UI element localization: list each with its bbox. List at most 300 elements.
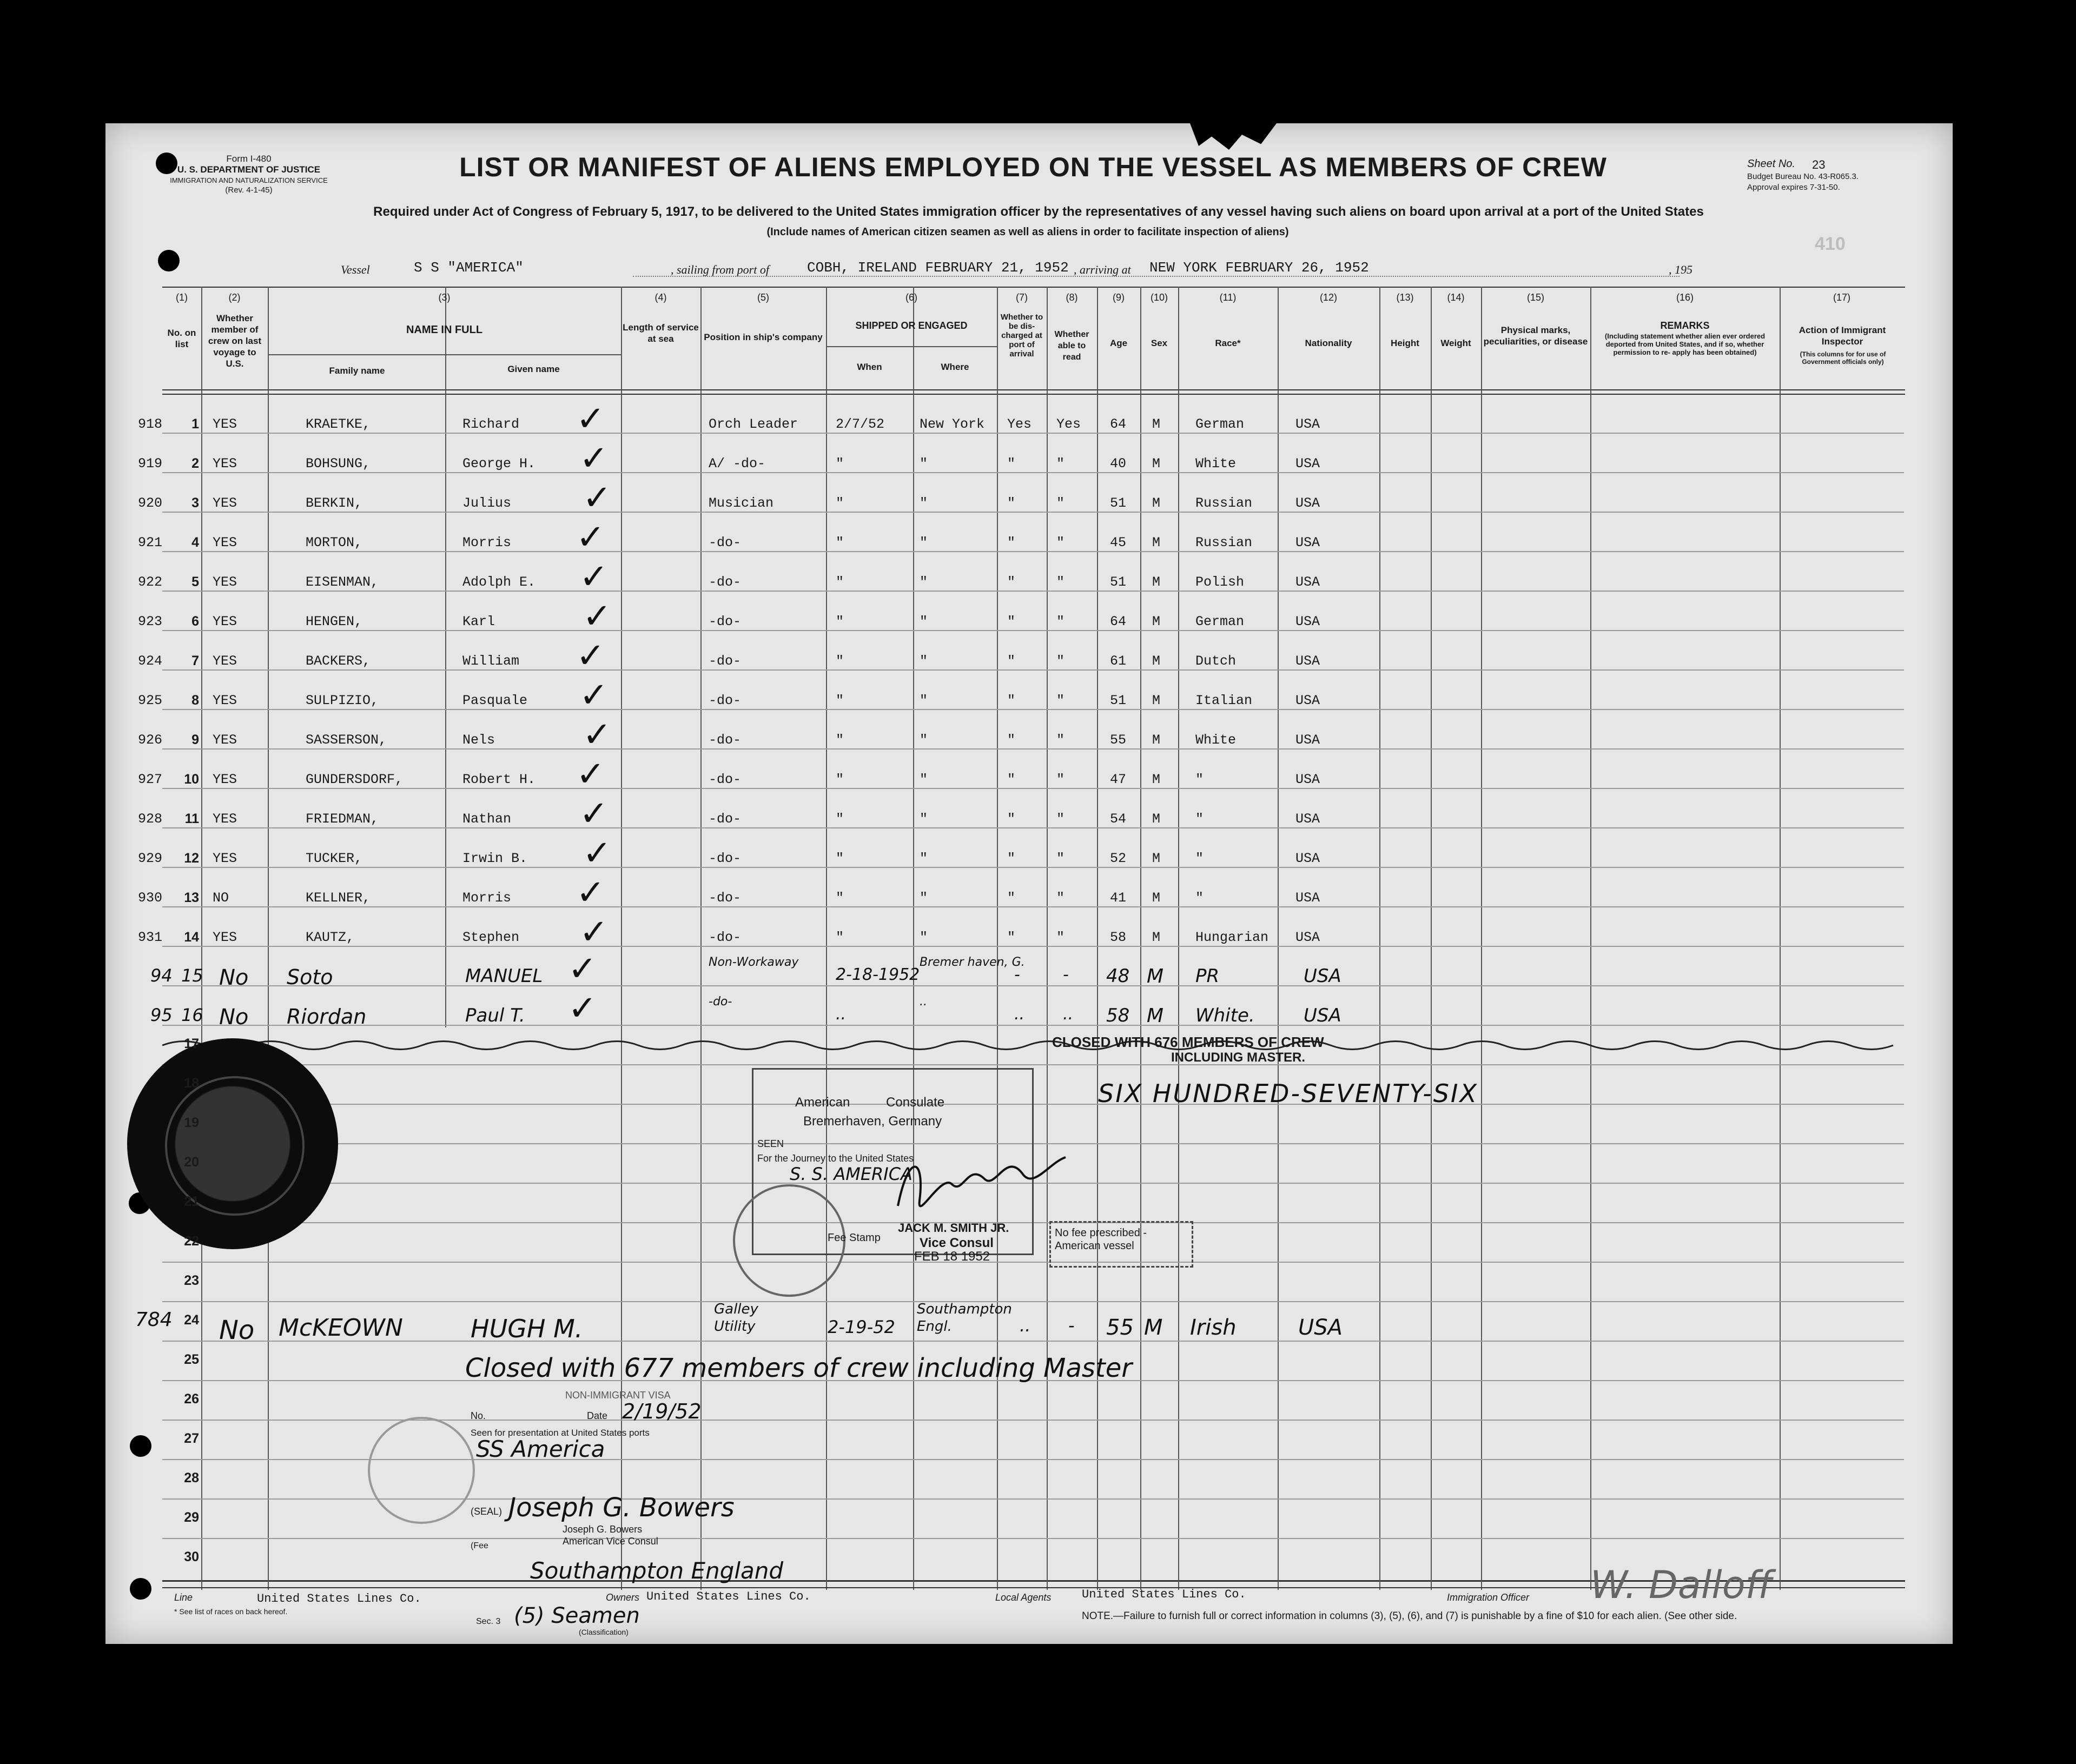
row-nationality: USA [1295,811,1320,827]
row-race: Russian [1195,535,1253,551]
row-when: " [836,574,844,590]
row-family: KRAETKE, [306,416,371,432]
col-divider [1178,287,1179,1590]
vice-consul-signature [887,1141,1071,1228]
row-age: 47 [1110,772,1127,787]
hand-row-family: Riordan [287,1005,367,1029]
col-divider [826,287,827,1590]
row-discharged: " [1007,772,1016,787]
row-rule [162,709,1904,710]
row-where: " [920,614,928,629]
row-age: 61 [1110,653,1127,669]
row-given: Morris [462,890,512,906]
visa-class-hand: (5) Seamen [514,1603,640,1628]
row-where: New York [920,416,985,432]
row-discharged: " [1007,851,1016,866]
checkmark-icon: ✓ [576,755,605,793]
col-num: (12) [1319,292,1337,303]
row-nationality: USA [1295,930,1320,945]
no-fee-text: No fee prescribed - American vessel [1055,1227,1147,1252]
row-member: YES [213,574,237,590]
row-rule [162,867,1904,868]
visa-fee-label: (Fee [471,1541,488,1550]
row-position: -do- [709,653,742,669]
row24-when: 2-19-52 [828,1317,895,1337]
row-read: " [1056,811,1065,827]
header-name-in-full: NAME IN FULL [406,324,483,336]
visa-location: Southampton England [530,1557,784,1584]
row-sex: M [1152,535,1161,551]
header-physical: Physical marks, peculiarities, or disease [1483,325,1588,347]
row-position: Orch Leader [709,416,798,432]
row-read: " [1056,851,1065,866]
closed-typed: CLOSED WITH 676 MEMBERS OF CREW [1052,1034,1324,1050]
row-race: White [1195,456,1237,472]
header-race: Race* [1215,338,1241,348]
visa-seal-label: (SEAL) [471,1506,503,1517]
row-race: " [1195,811,1204,827]
row-when: " [836,890,844,906]
document-subtitle-note: (Include names of American citizen seamen as well as aliens in order to facilitate inspection of aliens) [766,226,1289,238]
header-age: Age [1109,338,1128,348]
row-family: BACKERS, [306,653,371,669]
checkmark-icon: ✓ [583,715,612,754]
row-ref: 930 [138,890,163,906]
hand-row-no: 15 [181,965,203,986]
document-subtitle: Required under Act of Congress of February 5, 1917, to be delivered to the United States immigration officer by the representatives of any vessel having such aliens on board upon arrival at a port of the United States [373,204,1704,219]
row24-family: McKEOWN [279,1314,403,1342]
header-position: Position in ship's company [704,332,823,342]
row-number: 19 [184,1115,199,1130]
row-discharged: " [1007,653,1016,669]
col-divider [201,287,202,1590]
row-family: EISENMAN, [306,574,379,590]
visa-title: NON-IMMIGRANT VISA [565,1390,671,1401]
row-member: YES [213,930,237,945]
row24-member: No [219,1315,255,1345]
form-number: Form I-480 [226,154,272,164]
row-nationality: USA [1295,890,1320,906]
row-read: " [1056,495,1065,511]
header-family-name: Family name [329,366,385,376]
row-ref: 918 [138,416,163,432]
checkmark-icon: ✓ [568,989,597,1027]
row-no: 11 [184,811,199,826]
row-where: " [920,693,928,708]
row-rule [162,433,1904,434]
officer-label: Immigration Officer [1447,1592,1530,1603]
row-family: KAUTZ, [306,930,355,945]
row-ref: 922 [138,574,163,590]
row-age: 51 [1110,693,1127,708]
row-position: -do- [709,811,742,827]
row-rule [162,1262,1904,1263]
row-member: YES [213,772,237,787]
visa-section: Sec. 3 [476,1617,501,1626]
hand-row-sex: M [1147,1005,1164,1027]
row-discharged: " [1007,693,1016,708]
row-sex: M [1152,614,1161,629]
checkmark-icon: ✓ [579,676,609,714]
row-given: Nels [462,732,495,748]
row-where: " [920,851,928,866]
row-where: " [920,574,928,590]
footer-note: NOTE.—Failure to furnish full or correct information in columns (3), (5), (6), and (7) is punishable by a fine of $10 for each alien. (See other side. [1082,1610,1737,1622]
row-number: 17 [184,1036,199,1051]
row-no: 10 [184,772,199,787]
row-ref: 928 [138,811,163,827]
sailing-label: , sailing from port of [671,263,769,276]
row-discharged: " [1007,890,1016,906]
row-when: " [836,732,844,748]
hand-row-ref: 95 [150,1005,173,1025]
row-race: " [1195,851,1204,866]
punch-hole [130,1435,151,1457]
table-top-rule [162,287,1905,288]
row-age: 64 [1110,416,1127,432]
row-when: " [836,930,844,945]
visa-signature: Joseph G. Bowers [508,1493,735,1523]
col-divider [1278,287,1279,1590]
hand-row-where: .. [920,995,927,1009]
row-given: Julius [462,495,512,511]
checkmark-icon: ✓ [583,597,612,635]
row-member: YES [213,456,237,472]
row-nationality: USA [1295,456,1320,472]
row-race: " [1195,772,1204,787]
header-double-rule [162,389,1905,395]
col-num: (11) [1219,292,1237,303]
row-family: HENGEN, [306,614,363,629]
row-discharged: " [1007,574,1016,590]
row-sex: M [1152,772,1161,787]
row-no: 9 [191,732,199,747]
consulate-journey: For the Journey to the United States [757,1153,914,1164]
row-sex: M [1152,811,1161,827]
row-rule [162,906,1904,907]
row-member: YES [213,653,237,669]
checkmark-icon: ✓ [576,400,605,438]
row24-sex: M [1144,1315,1163,1340]
row-member: YES [213,535,237,551]
row-race: " [1195,890,1204,906]
row-where: " [920,772,928,787]
header-action: Action of Immigrant Inspector [1799,325,1886,347]
row-member: YES [213,851,237,866]
row-when: " [836,693,844,708]
row-given: Morris [462,535,512,551]
row-read: " [1056,456,1065,472]
visa-vessel: SS America [476,1436,605,1462]
hand-row-race: PR [1195,965,1220,987]
col-divider [1047,287,1048,1590]
row-when: " [836,456,844,472]
line-label: Line [174,1592,193,1603]
checkmark-icon: ✓ [576,873,605,912]
row-no: 7 [191,653,199,668]
row-position: -do- [709,772,742,787]
row-where: " [920,535,928,551]
hand-row-sex: M [1147,965,1164,987]
row-race: Hungarian [1195,930,1269,945]
row-position: -do- [709,535,742,551]
row-number: 20 [184,1155,199,1170]
row-no: 6 [191,614,199,629]
col-divider [1431,287,1432,1590]
fee-stamp: Fee Stamp [828,1232,881,1244]
col-num: (3) [438,292,451,303]
row-read: " [1056,732,1065,748]
checkmark-icon: ✓ [583,479,612,517]
agency-service: IMMIGRATION AND NATURALIZATION SERVICE [170,176,328,184]
agency-name: U. S. DEPARTMENT OF JUSTICE [177,164,321,175]
row-rule [162,1064,1904,1065]
row-discharged: " [1007,732,1016,748]
row-age: 52 [1110,851,1127,866]
hand-row-age: 48 [1106,965,1130,987]
row24-ref: 784 [135,1309,173,1331]
row-member: YES [213,495,237,511]
hand-row-given: MANUEL [465,965,543,987]
form-revision: (Rev. 4-1-45) [225,185,273,195]
row-family: GUNDERSDORF, [306,772,404,787]
row-sex: M [1152,930,1161,945]
row-number: 24 [184,1312,199,1328]
approval-expires: Approval expires 7-31-50. [1747,183,1840,192]
vice-consul-title: Vice Consul [920,1236,994,1250]
row-member: YES [213,416,237,432]
row-family: FRIEDMAN, [306,811,379,827]
row-read: " [1056,614,1065,629]
hand-row-when: .. [836,1005,847,1024]
row-rule [162,1341,1904,1342]
row-position: -do- [709,693,742,708]
row-rule [162,748,1904,750]
row-rule [162,512,1904,513]
row-no: 4 [191,535,199,550]
col-num: (16) [1676,292,1694,303]
checkmark-icon: ✓ [579,439,609,478]
row-given: Robert H. [462,772,536,787]
checkmark-icon: ✓ [583,834,612,872]
hand-row-discharged: - [1014,965,1020,984]
row-rule [162,1301,1904,1302]
row-given: George H. [462,456,536,472]
row-given: Stephen [462,930,520,945]
row-ref: 921 [138,535,163,551]
row-family: MORTON, [306,535,363,551]
row-when: " [836,495,844,511]
row-position: -do- [709,614,742,629]
row-nationality: USA [1295,416,1320,432]
hand-row-ref: 94 [150,965,173,986]
row-age: 55 [1110,732,1127,748]
row-nationality: USA [1295,772,1320,787]
col-divider [1379,287,1380,1590]
header-able-read: Whether able to read [1054,330,1089,362]
header-nationality: Nationality [1305,338,1352,348]
vice-consul-name: JACK M. SMITH JR. [898,1221,1009,1235]
row-discharged: " [1007,495,1016,511]
row-no: 13 [184,890,199,905]
row-member: YES [213,693,237,708]
page-stamp-number: 410 [1815,234,1846,254]
row-where: " [920,890,928,906]
consulate-seen: SEEN [757,1138,784,1149]
row-given: Karl [462,614,495,629]
col-divider [1481,287,1482,1590]
arriving-port: NEW YORK FEBRUARY 26, 1952 [1149,260,1369,276]
hand-row-where: Bremer haven, G. [920,956,1025,969]
row-rule [162,946,1904,947]
hand-row-read: - [1063,965,1069,984]
checkmark-icon: ✓ [579,794,609,833]
hand-row-no: 16 [181,1005,203,1025]
row-when: 2/7/52 [836,416,885,432]
visa-classification: (Classification) [579,1628,629,1636]
row-race: Russian [1195,495,1253,511]
visa-no-label: No. [471,1410,486,1421]
sheet-label: Sheet No. [1747,158,1795,170]
row24-read: - [1068,1315,1075,1336]
row-nationality: USA [1295,535,1320,551]
row-sex: M [1152,890,1161,906]
row-age: 64 [1110,614,1127,629]
checkmark-icon: ✓ [576,518,605,556]
agents-value: United States Lines Co. [1082,1588,1246,1601]
col-num: (10) [1150,292,1168,303]
sailing-port: COBH, IRELAND FEBRUARY 21, 1952 [807,260,1069,276]
hand-row-read: .. [1063,1005,1074,1024]
row-race: Italian [1195,693,1253,708]
checkmark-icon: ✓ [568,950,597,988]
row-when: " [836,653,844,669]
row-number: 25 [184,1352,199,1367]
row-rule [162,985,1904,986]
row-nationality: USA [1295,653,1320,669]
hand-row-nationality: USA [1304,965,1341,987]
consulate-vessel: S. S. AMERICA [790,1164,913,1184]
line-value: United States Lines Co. [257,1592,421,1606]
header-discharged: Whether to be dis- charged at port of arrival [1000,313,1043,359]
row-where: " [920,732,928,748]
checkmark-icon: ✓ [579,913,609,951]
row-age: 51 [1110,495,1127,511]
row-no: 14 [184,930,199,945]
wavy-closing-line [162,1037,1904,1053]
header-weight: Weight [1440,338,1471,348]
row-sex: M [1152,456,1161,472]
shipped-divider [826,346,997,347]
budget-bureau: Budget Bureau No. 43-R065.3. [1747,172,1859,181]
row-number: 26 [184,1391,199,1407]
col-num: (6) [905,292,917,303]
row-discharged: Yes [1007,416,1032,432]
row-age: 54 [1110,811,1127,827]
row-position: A/ -do- [709,456,766,472]
visa-seen: Seen for presentation at United States ports [471,1428,650,1438]
row-given: William [462,653,520,669]
row-rule [162,591,1904,592]
row-read: " [1056,772,1065,787]
row-rule [162,630,1904,631]
header-action-note: (This columns for for use of Government officials only) [1800,350,1886,366]
row-sex: M [1152,732,1161,748]
col-divider [700,287,702,1590]
row-race: White [1195,732,1237,748]
header-remarks-note: (Including statement whether alien ever ordered deported from United States, and if so, whether permission to re- apply has been obtained) [1604,332,1766,356]
row-given: Adolph E. [462,574,536,590]
row-ref: 929 [138,851,163,866]
row-discharged: " [1007,614,1016,629]
row-number: 22 [184,1234,199,1249]
row-when: " [836,614,844,629]
row-discharged: " [1007,535,1016,551]
row-read: " [1056,535,1065,551]
row-when: " [836,772,844,787]
hand-row-when: 2-18-1952 [836,965,920,984]
punch-hole [158,250,180,271]
col-num: (2) [228,292,241,303]
row-sex: M [1152,851,1161,866]
row24-discharged: .. [1020,1315,1031,1336]
header-where: Where [941,362,969,372]
row-read: " [1056,693,1065,708]
closed-handwritten: SIX HUNDRED-SEVENTY-SIX [1098,1079,1478,1108]
checkmark-icon: ✓ [576,636,605,675]
row-race: German [1195,614,1245,629]
row-race: Dutch [1195,653,1237,669]
visa-round-seal [368,1417,475,1524]
row-ref: 923 [138,614,163,629]
row-read: " [1056,890,1065,906]
header-no-on-list: No. on list [167,328,196,349]
row-given: Irwin B. [462,851,528,866]
row-number: 27 [184,1431,199,1446]
checkmark-icon: ✓ [579,558,609,596]
row-sex: M [1152,693,1161,708]
consulate-line1: American Consulate [795,1095,945,1110]
row-position: -do- [709,930,742,945]
consulate-date: FEB 18 1952 [914,1249,990,1264]
row-family: TUCKER, [306,851,363,866]
agents-label: Local Agents [995,1592,1052,1603]
row-discharged: " [1007,456,1016,472]
row-number: 18 [184,1076,199,1091]
row-ref: 919 [138,456,163,472]
row-rule [162,551,1904,552]
row-rule [162,472,1904,473]
row-family: SASSERSON, [306,732,387,748]
closed-typed-master: INCLUDING MASTER. [1171,1050,1305,1065]
row-when: " [836,851,844,866]
row-position: -do- [709,574,742,590]
col-num: (4) [654,292,667,303]
col-num: (14) [1447,292,1465,303]
col-num: (13) [1396,292,1414,303]
hand-row-position: -do- [709,995,732,1009]
col-divider [997,287,998,1590]
header-length-service: Length of service at sea [623,322,699,344]
row-no: 2 [191,456,199,471]
row-ref: 927 [138,772,163,787]
hand-row-member: No [219,965,249,990]
row-where: " [920,495,928,511]
row-age: 58 [1110,930,1127,945]
row-read: " [1056,930,1065,945]
row-given: Nathan [462,811,512,827]
hand-row-discharged: .. [1014,1005,1025,1024]
